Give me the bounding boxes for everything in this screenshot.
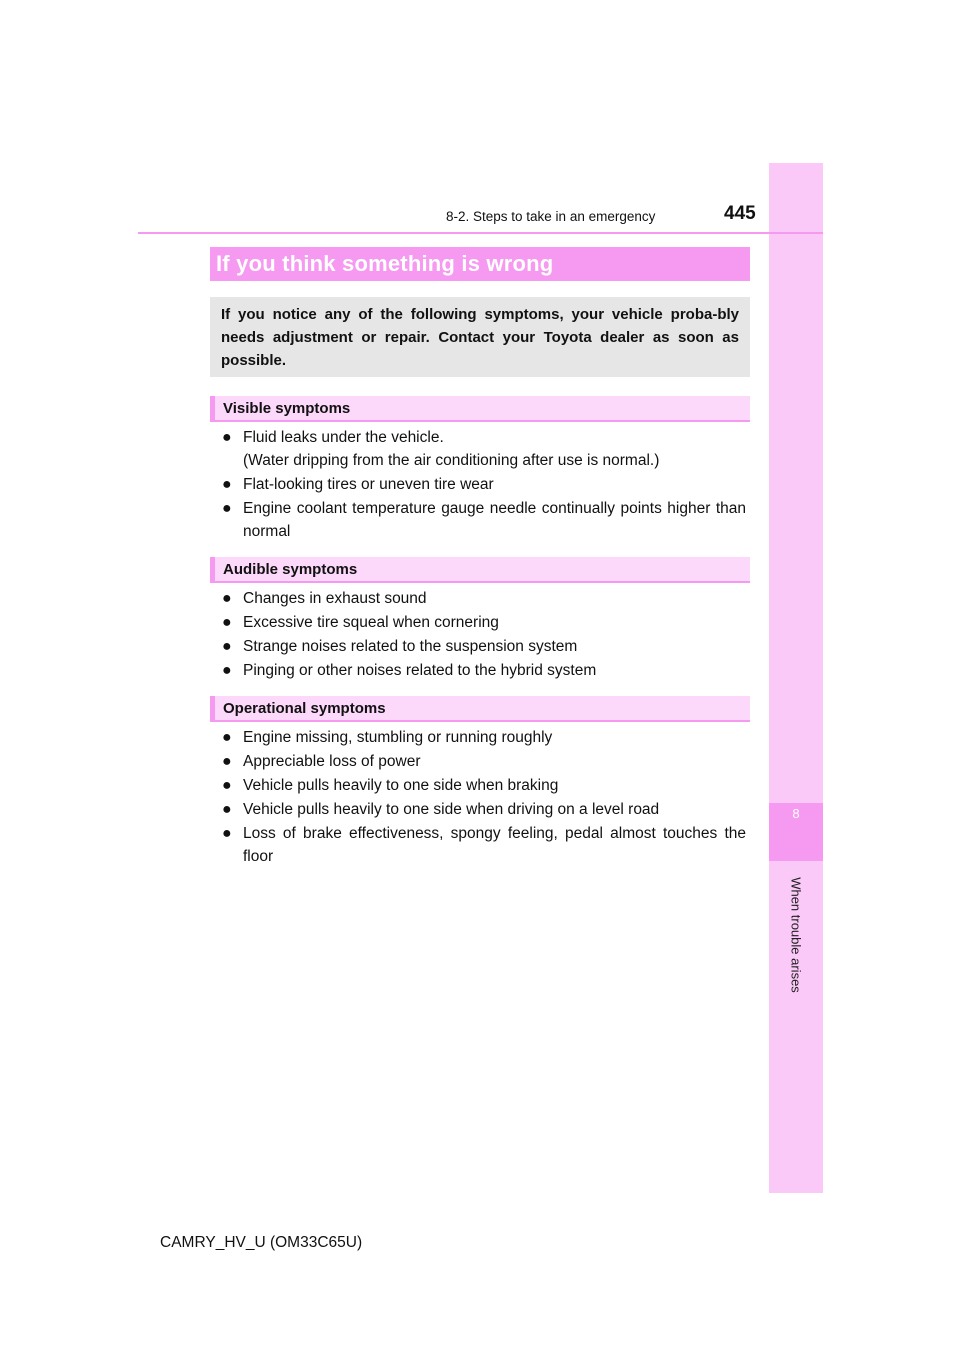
section-title: Audible symptoms xyxy=(223,561,358,578)
list-item: ● Appreciable loss of power xyxy=(222,750,746,773)
bullet-icon: ● xyxy=(222,429,232,446)
list-item: ● Flat-looking tires or uneven tire wear xyxy=(222,473,746,496)
bullet-icon: ● xyxy=(222,825,232,842)
chapter-number: 8 xyxy=(769,803,823,861)
list-item: ● Engine coolant temperature gauge needle continually points higher than normal xyxy=(222,497,746,543)
list-item: ● Strange noises related to the suspension system xyxy=(222,635,746,658)
intro-text: If you notice any of the following symptoms, your vehicle proba-bly needs adjustment or repair. Contact your Toyota dealer as soon as possible. xyxy=(221,306,739,369)
bullet-icon: ● xyxy=(222,662,232,679)
list-item: ● Excessive tire squeal when cornering xyxy=(222,611,746,634)
list-item: ● Pinging or other noises related to the hybrid system xyxy=(222,659,746,682)
operational-symptoms-list xyxy=(222,726,746,869)
page-title: If you think something is wrong xyxy=(216,251,554,276)
list-item: ● Engine missing, stumbling or running roughly xyxy=(222,726,746,749)
bullet-icon: ● xyxy=(222,614,232,631)
bullet-icon: ● xyxy=(222,590,232,607)
list-item: ● Fluid leaks under the vehicle. (Water dripping from the air conditioning after use is normal.) xyxy=(222,426,746,472)
audible-symptoms-list xyxy=(222,587,746,683)
list-item: ● Vehicle pulls heavily to one side when driving on a level road xyxy=(222,798,746,821)
bullet-icon: ● xyxy=(222,801,232,818)
page-title-bar xyxy=(210,247,750,281)
list-item: ● Loss of brake effectiveness, spongy feeling, pedal almost touches the floor xyxy=(222,822,746,868)
section-heading-operational xyxy=(210,696,750,722)
bullet-icon: ● xyxy=(222,729,232,746)
visible-symptoms-list xyxy=(222,426,746,544)
list-item: ● Changes in exhaust sound xyxy=(222,587,746,610)
document-footer: CAMRY_HV_U (OM33C65U) xyxy=(160,1234,363,1251)
list-item: ● Vehicle pulls heavily to one side when braking xyxy=(222,774,746,797)
section-title: Operational symptoms xyxy=(223,700,386,717)
bullet-icon: ● xyxy=(222,753,232,770)
bullet-icon: ● xyxy=(222,777,232,794)
page-number: 445 xyxy=(724,203,756,224)
section-title: Visible symptoms xyxy=(223,400,351,417)
bullet-icon: ● xyxy=(222,476,232,493)
bullet-icon: ● xyxy=(222,500,232,517)
chapter-side-tab xyxy=(769,163,823,1193)
section-heading-visible xyxy=(210,396,750,422)
chapter-label: When trouble arises xyxy=(788,877,804,993)
section-heading-audible xyxy=(210,557,750,583)
header-divider xyxy=(138,232,823,234)
intro-box xyxy=(210,297,750,377)
bullet-icon: ● xyxy=(222,638,232,655)
running-header-section: 8-2. Steps to take in an emergency xyxy=(446,209,656,224)
